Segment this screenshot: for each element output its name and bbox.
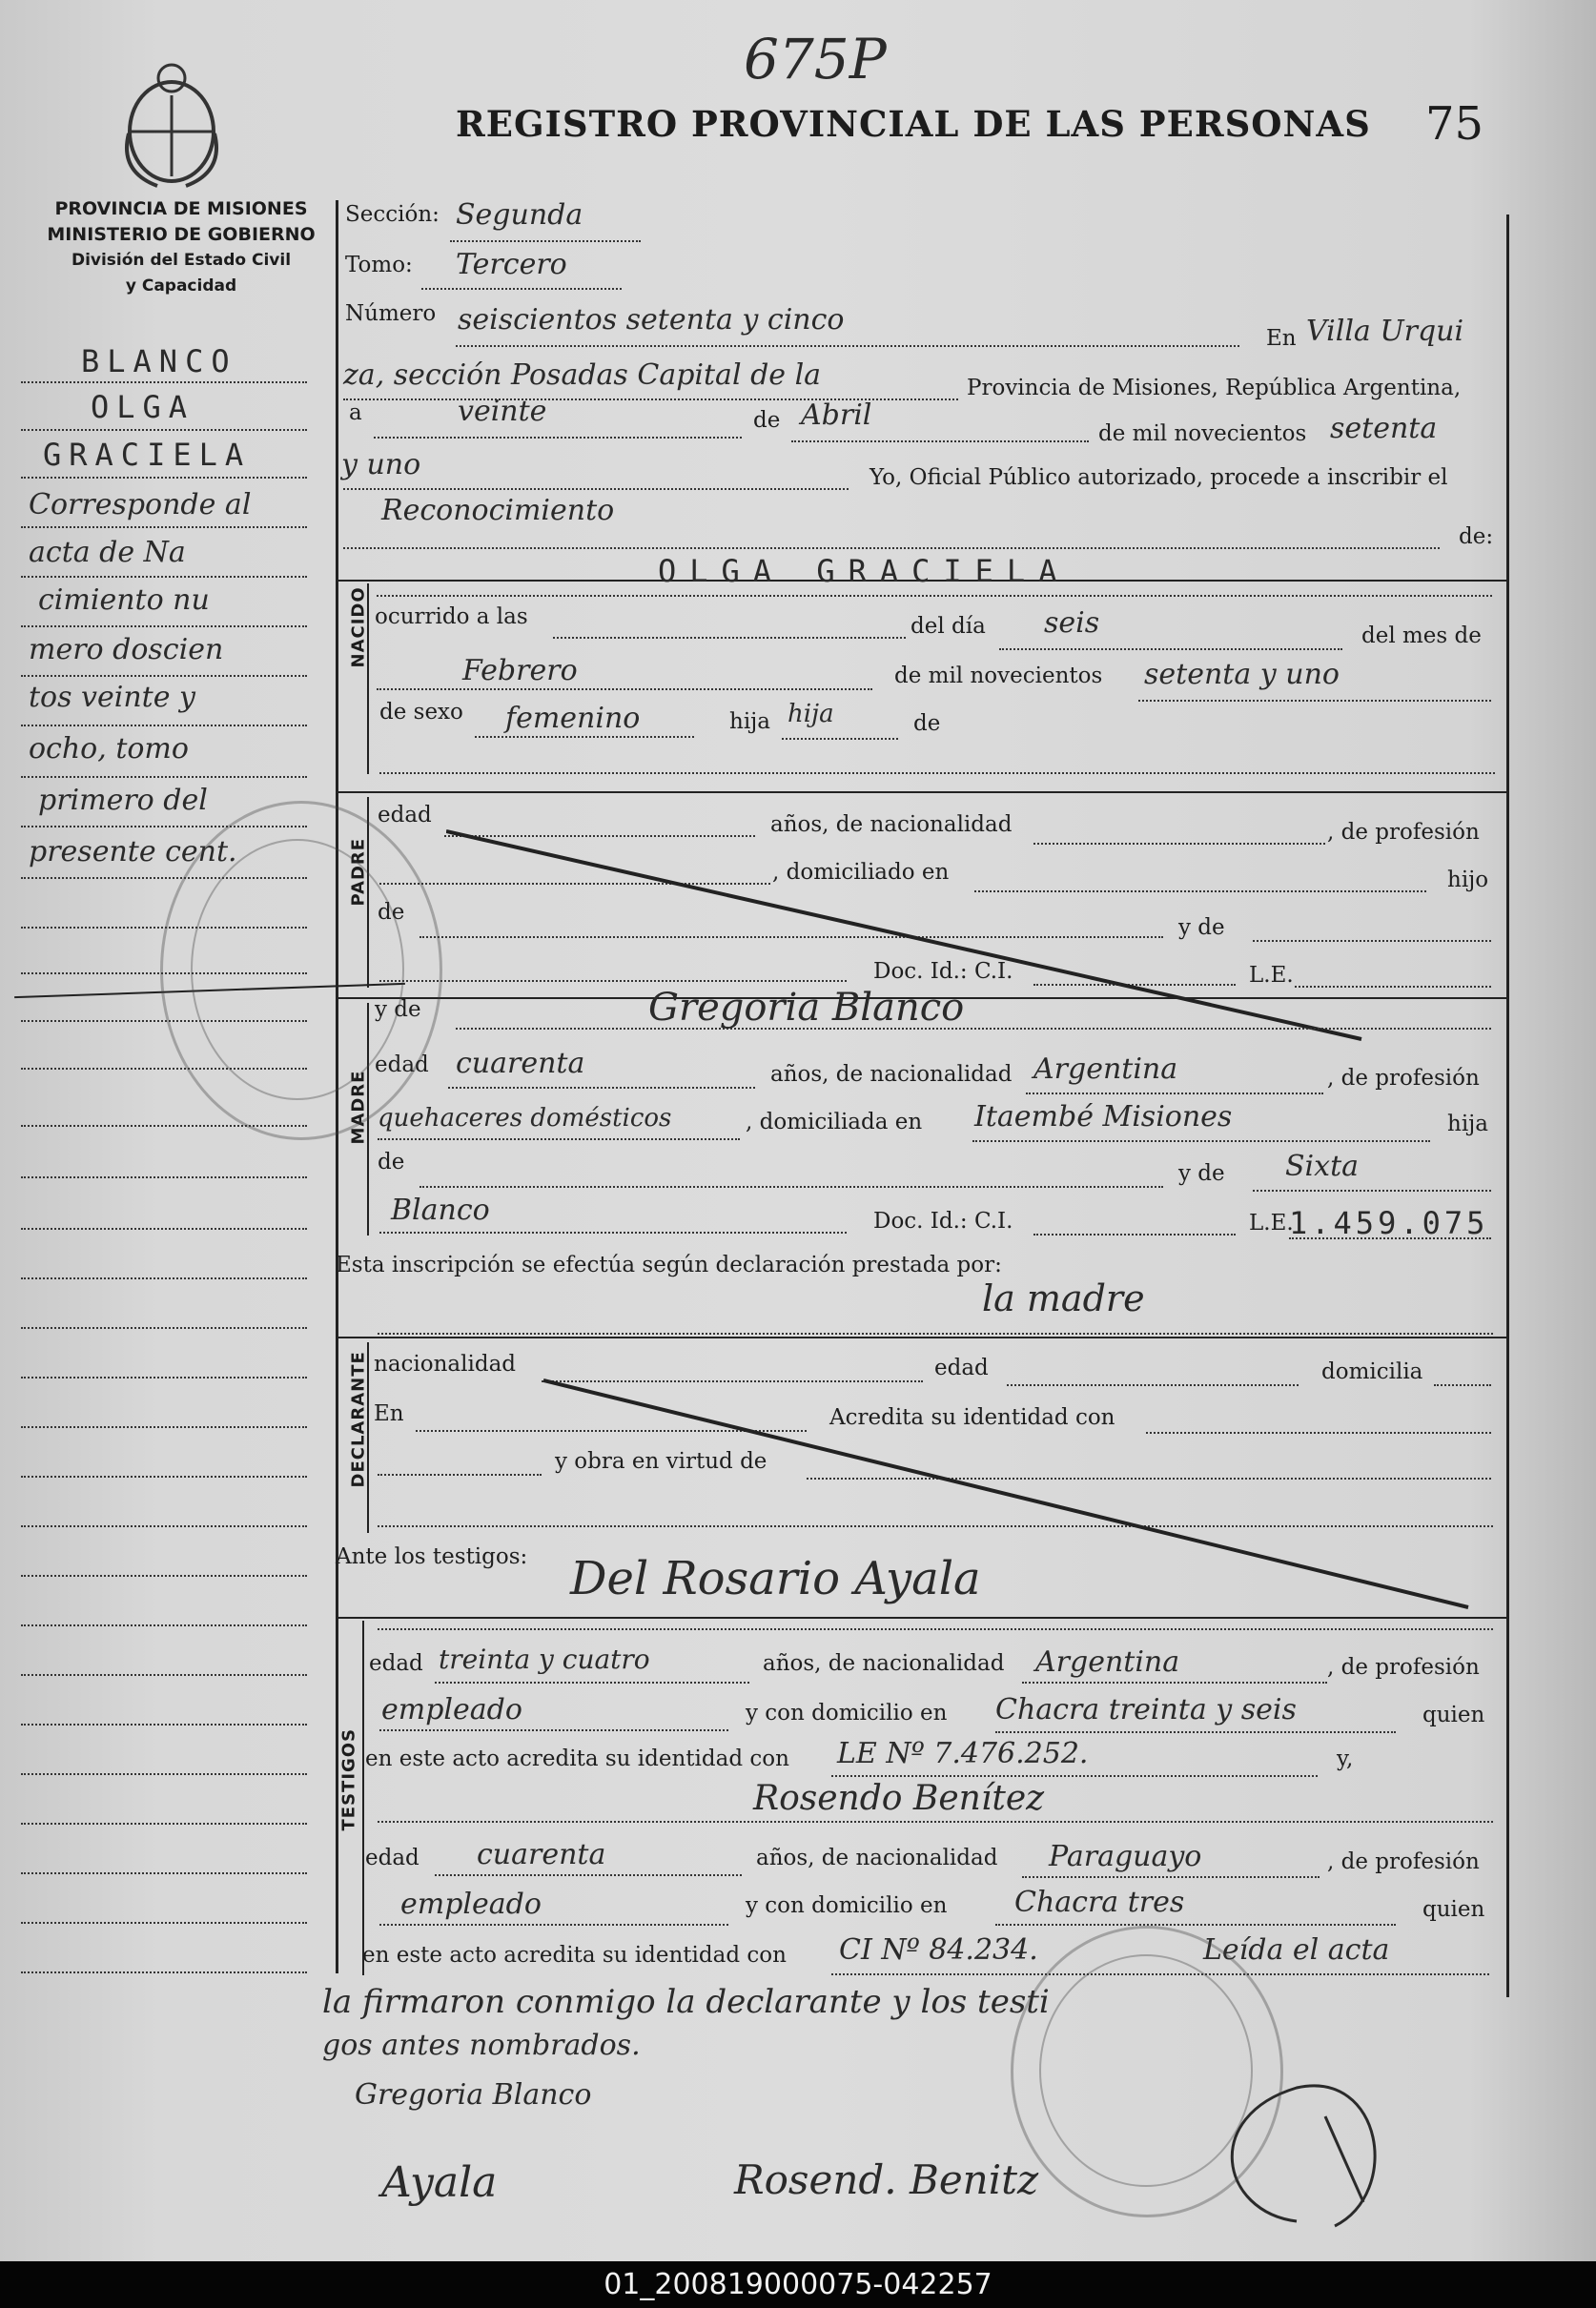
label-quien-t1: quien [1422, 1703, 1485, 1727]
label-edad-madre: edad [375, 1052, 429, 1077]
field-dia-nac: seis [1044, 606, 1100, 640]
label-dom-padre: , domiciliado en [772, 860, 950, 885]
label-hija: hija [729, 709, 771, 734]
margin-note: GRACIELA [43, 437, 252, 473]
margin-note: acta de Na [29, 536, 186, 569]
label-hija-madre: hija [1447, 1112, 1489, 1136]
field-inscribir: Reconocimiento [381, 494, 615, 527]
signature-madre: Gregoria Blanco [355, 2078, 592, 2112]
field-madre-edad: cuarenta [456, 1047, 585, 1080]
field-testigo1-edad: treinta y cuatro [439, 1644, 650, 1675]
side-label-nacido: NACIDO [348, 586, 369, 668]
field-madre-padre: Sixta [1285, 1150, 1360, 1183]
field-anio-nac: setenta y uno [1144, 658, 1340, 691]
label-doc-padre: Doc. Id.: C.I. [873, 959, 1013, 984]
field-seccion: Segunda [456, 198, 583, 232]
closing-line-2: la firmaron conmigo la declarante y los testi [322, 1983, 1050, 2021]
official-stamp-inner [1039, 1954, 1253, 2187]
label-ocurrido: ocurrido a las [375, 604, 528, 629]
label-dom-t2: y con domicilio en [746, 1893, 948, 1918]
label-inscripcion: Esta inscripción se efectúa según declaración prestada por: [336, 1253, 1002, 1277]
label-dom-t1: y con domicilio en [746, 1701, 948, 1726]
field-testigo2-nombre: Rosendo Benítez [753, 1779, 1045, 1818]
label-obra: y obra en virtud de [555, 1449, 767, 1474]
label-provincia: Provincia de Misiones, República Argentina, [967, 376, 1462, 400]
label-prof-t2: , de profesión [1327, 1849, 1480, 1874]
side-label-declarante: DECLARANTE [348, 1351, 369, 1488]
label-le-madre: L.E. [1249, 1211, 1294, 1236]
page-number: 75 [1425, 97, 1484, 151]
scan-filename: 01_200819000075-042257 [0, 2261, 1596, 2308]
label-de: de [753, 408, 781, 433]
field-madre-nombre: Gregoria Blanco [648, 986, 965, 1030]
label-tomo: Tomo: [345, 253, 413, 277]
org-line: y Capacidad [125, 276, 237, 296]
field-en-1: Villa Urqui [1306, 315, 1464, 348]
field-declarante: la madre [982, 1277, 1145, 1319]
label-y-de-padre: y de [1178, 915, 1225, 940]
label-de-hija: de [913, 711, 941, 736]
signature-testigo2: Rosend. Benitz [734, 2156, 1039, 2203]
field-numero: seiscientos setenta y cinco [458, 303, 845, 337]
label-del-dia: del día [911, 614, 986, 639]
label-seccion: Sección: [345, 202, 440, 227]
field-anio-1: setenta [1330, 412, 1438, 445]
field-testigo2-dom: Chacra tres [1014, 1886, 1185, 1919]
label-de-mil-nac: de mil novecientos [894, 664, 1103, 688]
label-yo: Yo, Oficial Público autorizado, procede a inscribir el [870, 465, 1448, 490]
label-prof-madre: , de profesión [1327, 1066, 1480, 1091]
side-label-padre: PADRE [348, 837, 369, 907]
field-madre-le: 1.459.075 [1289, 1205, 1489, 1241]
label-acredita: Acredita su identidad con [829, 1405, 1115, 1430]
field-testigo1-doc: LE Nº 7.476.252. [837, 1737, 1089, 1770]
label-prof-t1: , de profesión [1327, 1655, 1480, 1680]
label-le-padre: L.E. [1249, 963, 1294, 988]
label-de-padre: de [378, 900, 405, 925]
field-mes-nac: Febrero [462, 654, 578, 687]
side-label-madre: MADRE [348, 1070, 369, 1145]
label-edad-padre: edad [378, 803, 432, 827]
label-dom-madre: , domiciliada en [746, 1110, 923, 1134]
label-nac-t2: años, de nacionalidad [756, 1846, 998, 1870]
closing-line-3: gos antes nombrados. [322, 2029, 641, 2062]
label-quien-t2: quien [1422, 1897, 1485, 1922]
field-testigo1-prof: empleado [381, 1693, 522, 1726]
field-testigo1-nombre: Del Rosario Ayala [570, 1552, 981, 1605]
field-tomo: Tercero [456, 248, 567, 281]
margin-note: ocho, tomo [29, 732, 189, 766]
label-edad-t1: edad [369, 1651, 423, 1676]
field-anio-2: y uno [341, 448, 421, 481]
label-a: a [349, 400, 362, 425]
label-edad-declarante: edad [934, 1356, 989, 1380]
org-line: MINISTERIO DE GOBIERNO [47, 224, 316, 245]
field-testigo2-edad: cuarenta [477, 1838, 606, 1871]
label-acredita-t1: en este acto acredita su identidad con [365, 1746, 789, 1771]
label-del-mes: del mes de [1361, 623, 1482, 648]
label-hijo: hijo [1447, 868, 1489, 892]
label-acredita-t2: en este acto acredita su identidad con [362, 1943, 787, 1968]
label-en: En [1266, 326, 1297, 351]
field-madre-nac: Argentina [1033, 1052, 1178, 1086]
closing-line-1: Leída el acta [1203, 1933, 1390, 1967]
field-dia: veinte [458, 395, 547, 428]
margin-note: tos veinte y [29, 681, 195, 714]
field-madre-prof: quehaceres domésticos [378, 1104, 672, 1133]
field-testigo1-dom: Chacra treinta y seis [995, 1693, 1297, 1726]
org-line: División del Estado Civil [71, 251, 292, 270]
handwritten-annotation: 675P [744, 27, 887, 92]
field-madre-dom: Itaembé Misiones [974, 1100, 1233, 1134]
label-en-declarante: En [374, 1401, 404, 1426]
label-doc-madre: Doc. Id.: C.I. [873, 1209, 1013, 1234]
field-sexo: femenino [505, 702, 641, 735]
label-sexo: de sexo [379, 700, 463, 725]
margin-note: cimiento nu [38, 583, 210, 617]
label-numero: Número [345, 301, 437, 326]
coat-of-arms-emblem [119, 57, 224, 191]
margin-note: BLANCO [81, 343, 237, 379]
margin-note: primero del [38, 784, 208, 817]
margin-note: Corresponde al [29, 488, 252, 521]
signature-testigo1: Ayala [381, 2158, 498, 2207]
label-nac-declarante: nacionalidad [374, 1352, 517, 1377]
label-de-mil: de mil novecientos [1098, 421, 1307, 446]
label-nac-padre: años, de nacionalidad [770, 812, 1013, 837]
margin-note: presente cent. [29, 835, 237, 868]
label-prof-padre: , de profesión [1327, 820, 1480, 845]
field-hija: hija [788, 700, 834, 728]
official-stamp-inner [191, 839, 404, 1100]
label-domicilia: domicilia [1321, 1359, 1423, 1384]
margin-note: OLGA [91, 389, 195, 425]
label-nac-t1: años, de nacionalidad [763, 1651, 1005, 1676]
label-y-de-madre: y de [375, 997, 421, 1022]
field-testigo2-nac: Paraguayo [1049, 1840, 1202, 1873]
issuing-organization [38, 196, 324, 299]
label-y-comma: y, [1337, 1746, 1354, 1771]
label-y-de-madre2: y de [1178, 1161, 1225, 1186]
main-right-rule [1506, 214, 1509, 1997]
field-testigo2-prof: empleado [400, 1888, 542, 1921]
label-de-madre: de [378, 1150, 405, 1174]
org-line: PROVINCIA DE MISIONES [54, 198, 308, 219]
label-de-colon: de: [1459, 524, 1494, 549]
field-nacido-nombre: OLGA GRACIELA [658, 553, 1071, 589]
field-mes: Abril [801, 398, 872, 432]
label-nac-madre: años, de nacionalidad [770, 1062, 1013, 1087]
document-title: REGISTRO PROVINCIAL DE LAS PERSONAS [456, 103, 1371, 145]
field-madre-padre-2: Blanco [391, 1194, 490, 1227]
field-testigo2-doc: CI Nº 84.234. [839, 1933, 1038, 1967]
field-en-2: za, sección Posadas Capital de la [343, 358, 822, 392]
label-edad-t2: edad [365, 1846, 419, 1870]
field-testigo1-nac: Argentina [1035, 1645, 1180, 1679]
margin-note: mero doscien [29, 633, 224, 666]
side-label-testigos: TESTIGOS [338, 1727, 359, 1831]
label-ante: Ante los testigos: [336, 1544, 528, 1569]
